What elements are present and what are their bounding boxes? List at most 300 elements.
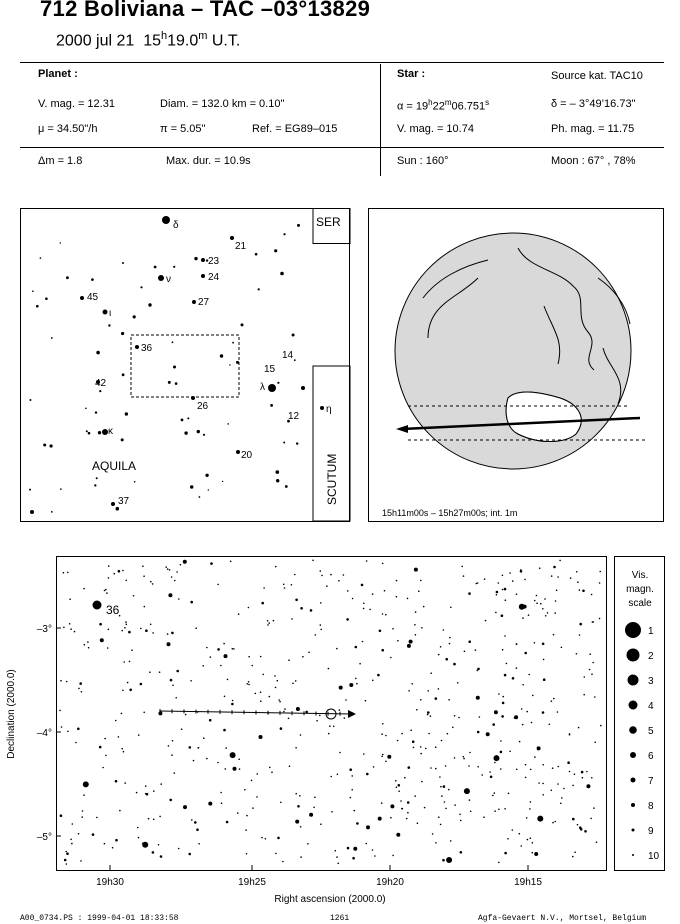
finder-star — [140, 286, 142, 288]
field-star — [255, 693, 257, 695]
field-star — [124, 782, 126, 784]
field-star — [398, 790, 400, 792]
field-star — [519, 741, 521, 743]
field-star — [381, 802, 383, 804]
finder-label: κ — [108, 426, 113, 437]
field-star — [414, 624, 416, 626]
field-star — [363, 603, 365, 605]
finder-star — [236, 450, 240, 454]
y-tick-label: –3° — [36, 624, 52, 635]
field-star — [115, 720, 117, 722]
field-star — [217, 584, 219, 586]
field-star — [167, 568, 169, 570]
field-star — [176, 670, 179, 673]
field-star — [557, 783, 559, 785]
field-star — [352, 598, 354, 600]
field-star — [524, 652, 527, 655]
field-star — [145, 785, 147, 787]
field-star — [160, 783, 162, 785]
legend-title: Vis. — [631, 570, 649, 581]
field-star — [246, 815, 248, 817]
field-star — [570, 577, 572, 579]
field-star — [66, 681, 68, 683]
field-star — [504, 588, 507, 591]
field-star — [230, 752, 236, 758]
field-star — [512, 580, 514, 582]
field-star — [224, 654, 228, 658]
field-star — [119, 810, 121, 812]
field-star — [66, 852, 69, 855]
legend-label: 10 — [648, 851, 660, 862]
field-star — [420, 580, 422, 582]
field-star — [295, 793, 297, 795]
field-star — [300, 607, 303, 610]
field-star — [469, 752, 471, 754]
field-star — [146, 793, 149, 796]
field-star — [299, 795, 301, 797]
field-star — [521, 708, 523, 710]
field-star — [267, 624, 269, 626]
field-star — [498, 582, 500, 584]
field-star — [506, 663, 508, 665]
legend-dot — [625, 622, 641, 638]
footer-credit: Agfa-Gevaert N.V., Mortsel, Belgium — [478, 914, 647, 923]
field-star — [337, 774, 339, 776]
field-star — [525, 764, 527, 766]
max-duration: Max. dur. = 10.9s — [166, 155, 251, 167]
field-star — [442, 859, 445, 862]
finder-label: δ — [173, 220, 179, 231]
field-star — [238, 613, 240, 615]
x-tick-label: 19h20 — [376, 877, 404, 888]
field-star — [206, 758, 208, 760]
field-star — [183, 805, 187, 809]
field-star — [297, 805, 300, 808]
scutum-label: SCUTUM — [325, 453, 339, 505]
star-field-chart — [0, 554, 680, 910]
field-star — [300, 734, 302, 736]
field-star — [373, 766, 375, 768]
field-star — [167, 633, 169, 635]
field-star — [330, 776, 332, 778]
field-star — [553, 634, 555, 636]
field-star — [477, 668, 480, 671]
finder-star — [98, 431, 101, 434]
field-star — [328, 668, 330, 670]
field-star — [248, 607, 250, 609]
field-star — [423, 606, 425, 608]
field-star — [350, 797, 352, 799]
path-arrow — [396, 425, 408, 433]
field-star — [170, 679, 173, 682]
field-star — [441, 740, 443, 742]
field-star — [314, 797, 316, 799]
finder-star — [283, 442, 285, 444]
field-star — [415, 611, 417, 613]
finder-star — [60, 488, 62, 490]
field-star — [295, 680, 297, 682]
finder-star — [121, 332, 124, 335]
field-star — [402, 808, 404, 810]
finder-label: η — [326, 404, 332, 415]
field-star — [263, 587, 265, 589]
finder-star — [121, 438, 124, 441]
field-star — [439, 776, 441, 778]
field-star — [540, 603, 542, 605]
field-star — [504, 674, 507, 677]
field-star — [169, 569, 171, 571]
field-star — [408, 766, 411, 769]
field-star — [320, 823, 322, 825]
field-star — [261, 837, 263, 839]
star-dec: δ = – 3°49’16.73" — [551, 98, 636, 110]
field-star — [567, 761, 570, 764]
field-star — [129, 689, 132, 692]
finder-star — [192, 300, 196, 304]
field-star — [248, 684, 250, 686]
field-star — [61, 726, 63, 728]
field-star — [530, 769, 532, 771]
field-star — [534, 852, 538, 856]
field-star — [280, 802, 282, 804]
legend-label: 3 — [648, 676, 654, 687]
field-star — [359, 663, 361, 665]
field-star — [338, 580, 340, 582]
field-star — [115, 839, 118, 842]
field-star — [159, 816, 161, 818]
field-star — [392, 628, 394, 630]
field-star — [104, 738, 106, 740]
finder-star — [232, 342, 234, 344]
field-star — [537, 746, 541, 750]
field-star — [446, 857, 452, 863]
field-star — [118, 570, 121, 573]
finder-star — [51, 511, 53, 513]
field-star — [269, 767, 271, 769]
finder-chart — [20, 208, 351, 523]
field-star — [457, 682, 459, 684]
field-star — [579, 589, 581, 591]
field-star — [560, 803, 562, 805]
field-star — [416, 709, 418, 711]
field-star — [352, 857, 355, 860]
field-star — [520, 845, 522, 847]
finder-star — [292, 334, 295, 337]
field-star — [524, 579, 526, 581]
field-star — [320, 629, 322, 631]
field-star — [468, 765, 470, 767]
field-star — [404, 777, 406, 779]
field-star — [398, 784, 401, 787]
field-star — [414, 795, 416, 797]
field-star — [125, 580, 127, 582]
field-star — [361, 584, 364, 587]
finder-star — [29, 399, 31, 401]
field-star — [295, 599, 298, 602]
field-star — [239, 768, 241, 770]
field-star — [277, 680, 279, 682]
finder-star — [96, 351, 100, 355]
field-star — [310, 609, 313, 612]
field-star — [410, 729, 412, 731]
field-star — [516, 667, 518, 669]
track-arrow — [348, 710, 356, 718]
field-star — [589, 653, 591, 655]
finder-star — [95, 411, 97, 413]
field-star — [220, 792, 222, 794]
field-star — [70, 839, 72, 841]
finder-label: 37 — [118, 496, 130, 507]
field-star — [501, 614, 504, 617]
finder-star — [229, 364, 230, 365]
field-star — [96, 817, 98, 819]
finder-star — [80, 296, 84, 300]
field-star — [381, 756, 383, 758]
field-star — [574, 851, 576, 853]
finder-star — [51, 337, 53, 339]
field-star — [460, 851, 463, 854]
field-star — [363, 753, 365, 755]
field-star — [413, 747, 415, 749]
field-star — [131, 649, 133, 651]
field-star — [99, 623, 102, 626]
field-star — [217, 762, 219, 764]
field-star — [552, 767, 554, 769]
planet-motion: μ = 34.50"/h — [38, 123, 98, 135]
finder-star — [258, 288, 260, 290]
field-star — [74, 631, 76, 633]
field-star — [223, 729, 226, 732]
legend-label: 5 — [648, 726, 654, 737]
field-star — [443, 629, 445, 631]
field-star — [191, 819, 193, 821]
field-stars — [59, 560, 601, 865]
finder-label: 15 — [264, 364, 276, 375]
field-star — [150, 624, 152, 626]
field-star — [210, 562, 213, 565]
field-star — [128, 631, 131, 634]
finder-star — [194, 257, 197, 260]
field-star — [385, 614, 387, 616]
finder-star — [301, 386, 305, 390]
field-star — [599, 582, 601, 584]
field-star — [333, 726, 335, 728]
field-star — [104, 843, 106, 845]
field-star — [542, 643, 545, 646]
field-star — [460, 820, 462, 822]
field-star — [329, 725, 331, 727]
legend-dot — [631, 778, 636, 783]
field-star — [190, 680, 192, 682]
minute-unit: m — [198, 30, 208, 42]
field-star — [230, 561, 232, 563]
field-star — [351, 775, 353, 777]
ser-label: SER — [316, 215, 341, 229]
field-star — [445, 765, 447, 767]
field-star — [78, 688, 80, 690]
field-star — [504, 808, 506, 810]
field-star — [300, 826, 302, 828]
field-star — [302, 656, 304, 658]
field-star — [366, 825, 370, 829]
field-star — [366, 843, 368, 845]
finder-star — [208, 489, 209, 490]
field-star — [475, 649, 477, 651]
field-star — [549, 724, 551, 726]
field-star — [349, 768, 352, 771]
star-heading: Star : — [397, 68, 426, 80]
field-star — [463, 756, 465, 758]
field-star — [72, 823, 74, 825]
field-star — [504, 852, 507, 855]
field-star — [169, 799, 172, 802]
field-star — [577, 581, 579, 583]
field-star — [532, 842, 534, 844]
field-star — [153, 790, 155, 792]
field-star — [563, 788, 565, 790]
field-star — [190, 601, 193, 604]
field-star — [355, 646, 358, 649]
event-hour: 15 — [143, 32, 161, 50]
field-star — [65, 851, 67, 853]
field-star — [470, 811, 472, 813]
field-star — [261, 602, 264, 605]
field-star — [430, 767, 432, 769]
finder-star — [276, 470, 280, 474]
x-tick-label: 19h30 — [96, 877, 124, 888]
field-star — [124, 627, 126, 629]
field-star — [83, 794, 85, 796]
field-star — [529, 808, 531, 810]
field-star — [530, 801, 532, 803]
field-star — [123, 751, 125, 753]
field-star — [171, 754, 173, 756]
field-star — [283, 584, 285, 586]
field-star — [271, 771, 273, 773]
field-star — [440, 824, 442, 826]
field-star — [593, 621, 595, 623]
field-star — [143, 712, 145, 714]
field-star — [528, 614, 530, 616]
field-star — [353, 810, 355, 812]
field-star — [83, 781, 89, 787]
field-star — [374, 855, 376, 857]
field-star — [435, 768, 437, 770]
field-star — [159, 671, 161, 673]
ra-hours: α = 19 — [397, 100, 429, 113]
field-star — [188, 853, 191, 856]
field-star — [425, 748, 427, 750]
field-star — [443, 785, 446, 788]
field-star — [295, 820, 299, 824]
field-star — [145, 629, 148, 632]
field-star — [231, 703, 234, 706]
info-divider — [380, 64, 381, 176]
field-star — [247, 683, 249, 685]
field-star — [479, 716, 481, 718]
field-star — [468, 640, 471, 643]
legend-label: 2 — [648, 651, 654, 662]
field-star — [181, 728, 183, 730]
field-star — [217, 648, 220, 651]
field-star — [312, 560, 314, 562]
field-star — [315, 634, 317, 636]
field-star — [78, 833, 80, 835]
x-tick-label: 19h15 — [514, 877, 542, 888]
field-star — [492, 795, 494, 797]
field-star — [555, 600, 557, 602]
field-star — [593, 807, 595, 809]
field-star — [246, 853, 248, 855]
field-star — [248, 681, 250, 683]
field-star — [382, 723, 384, 725]
field-star — [64, 859, 67, 862]
ra-second-unit: s — [485, 98, 490, 107]
field-star — [554, 821, 556, 823]
field-star — [464, 651, 466, 653]
field-star — [353, 847, 357, 851]
field-star — [232, 648, 234, 650]
finder-star — [277, 382, 279, 384]
field-star — [328, 733, 330, 735]
field-star — [551, 575, 553, 577]
field-star — [107, 647, 109, 649]
field-star — [538, 782, 540, 784]
field-star — [421, 781, 423, 783]
field-star — [339, 752, 341, 754]
field-star — [295, 747, 297, 749]
field-star — [509, 751, 511, 753]
field-star — [185, 714, 187, 716]
field-star — [237, 812, 239, 814]
field-star — [268, 622, 270, 624]
field-star — [275, 687, 277, 689]
field-star — [543, 678, 546, 681]
field-star — [392, 855, 394, 857]
field-star — [481, 774, 483, 776]
field-star — [172, 740, 174, 742]
planet-vmag: V. mag. = 12.31 — [38, 98, 115, 110]
field-star — [269, 696, 271, 698]
legend-dot — [629, 726, 637, 734]
field-star — [294, 574, 296, 576]
field-star — [582, 590, 585, 593]
field-star — [115, 780, 118, 783]
field-star — [136, 792, 138, 794]
legend-dot — [630, 752, 636, 758]
field-star — [494, 755, 500, 761]
finder-star — [122, 262, 124, 264]
field-star — [534, 756, 536, 758]
finder-star — [203, 434, 205, 436]
field-star — [262, 674, 264, 676]
field-star — [411, 683, 413, 685]
star-ra — [397, 98, 489, 113]
field-star — [438, 654, 440, 656]
field-star — [486, 732, 490, 736]
field-star — [366, 560, 368, 562]
field-star — [536, 595, 538, 597]
finder-star — [205, 474, 208, 477]
field-star — [265, 838, 267, 840]
y-axis-ticks — [37, 624, 61, 843]
field-star — [591, 594, 593, 596]
field-star — [574, 773, 576, 775]
field-star — [381, 733, 383, 735]
finder-label: 20 — [241, 450, 253, 461]
finder-star — [197, 430, 200, 433]
field-star — [559, 560, 561, 562]
